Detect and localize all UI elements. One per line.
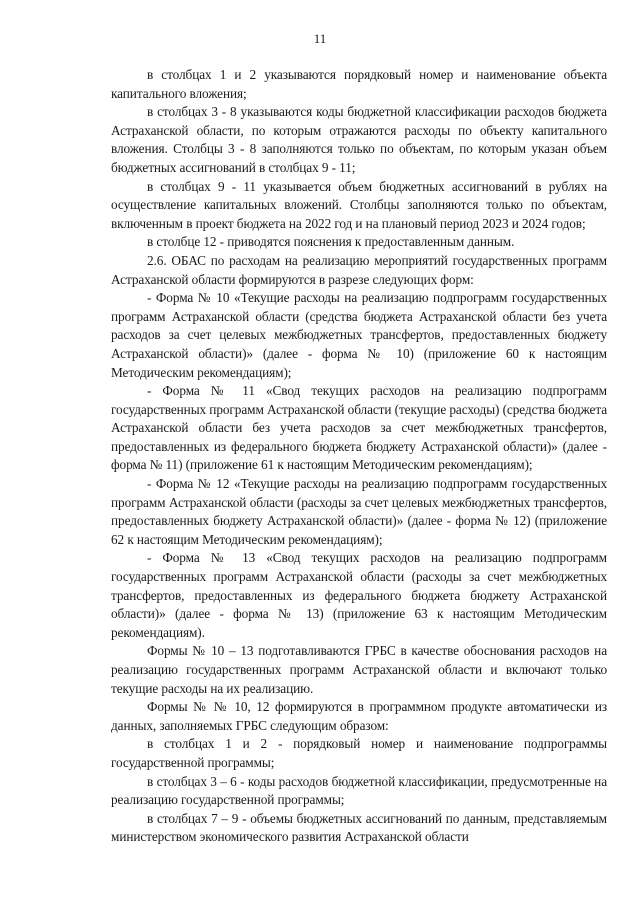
paragraph: в столбцах 1 и 2 - порядковый номер и наименование подпрограммы государственной программы; <box>111 736 607 770</box>
document-body <box>111 66 607 847</box>
paragraph: в столбцах 1 и 2 указываются порядковый номер и наименование объекта капитального вложения; <box>111 67 607 101</box>
paragraph: - Форма № 10 «Текущие расходы на реализацию подпрограмм государственных программ Астраханской области (средства бюджета Астраханской области без учета расходов за счет целевых межбюджетных трансфертов, предоставленных бюджету Астраханской области)» (далее - форма № 10) (приложение 60 к настоящим Методическим рекомендациям); <box>111 290 607 380</box>
paragraph: Формы № 10 – 13 подготавливаются ГРБС в качестве обоснования расходов на реализацию государственных программ Астраханской области и включают только текущие расходы на их реализацию. <box>111 643 607 696</box>
paragraph: в столбцах 3 - 8 указываются коды бюджетной классификации расходов бюджета Астраханской области, по которым отражаются расходы по объекту капитального вложения. Столбцы 3 - 8 заполняются только по объектам, по которым указан объем бюджетных ассигнований в столбцах 9 - 11; <box>111 104 607 175</box>
paragraph: в столбце 12 - приводятся пояснения к предоставленным данным. <box>147 234 515 250</box>
paragraph: 2.6. ОБАС по расходам на реализацию мероприятий государственных программ Астраханской области формируются в разрезе следующих форм: <box>111 252 607 287</box>
paragraph: в столбцах 7 – 9 - объемы бюджетных ассигнований по данным, представляемым министерством экономического развития Астраханской области <box>111 810 607 845</box>
paragraph: - Форма № 11 «Свод текущих расходов на реализацию подпрограмм государственных программ Астраханской области (текущие расходы) (средства бюджета Астраханской области без учета расходов за счет межбюджетных трансфертов, предоставленных из федерального бюджета бюджету Астраханской области)» (далее - форма № 11) (приложение 61 к настоящим Методическим рекомендациям); <box>111 383 607 473</box>
paragraph: в столбцах 3 – 6 - коды расходов бюджетной классификации, предусмотренные на реализацию государственной программы; <box>111 773 607 808</box>
paragraph: в столбцах 9 - 11 указывается объем бюджетных ассигнований в рублях на осуществление капитальных вложений. Столбцы заполняются только по объектам, включенным в проект бюджета на 2022 год и на плановый период 2023 и 2024 годов; <box>111 178 607 231</box>
paragraph: Формы № № 10, 12 формируются в программном продукте автоматически из данных, заполняемых ГРБС следующим образом: <box>111 699 607 733</box>
paragraph: - Форма № 12 «Текущие расходы на реализацию подпрограмм государственных программ Астраханской области (расходы за счет целевых межбюджетных трансфертов, предоставленных бюджету Астраханской области)» (далее - форма № 12) (приложение 62 к настоящим Методическим рекомендациям); <box>111 476 607 547</box>
paragraph: - Форма № 13 «Свод текущих расходов на реализацию подпрограмм государственных программ Астраханской области (расходы за счет межбюджетных трансфертов, предоставленных из федерального бюджета бюджету Астраханской области)» (далее - форма № 13) (приложение 63 к настоящим Методическим рекомендациям). <box>111 550 607 640</box>
page-number: 11 <box>313 31 327 46</box>
